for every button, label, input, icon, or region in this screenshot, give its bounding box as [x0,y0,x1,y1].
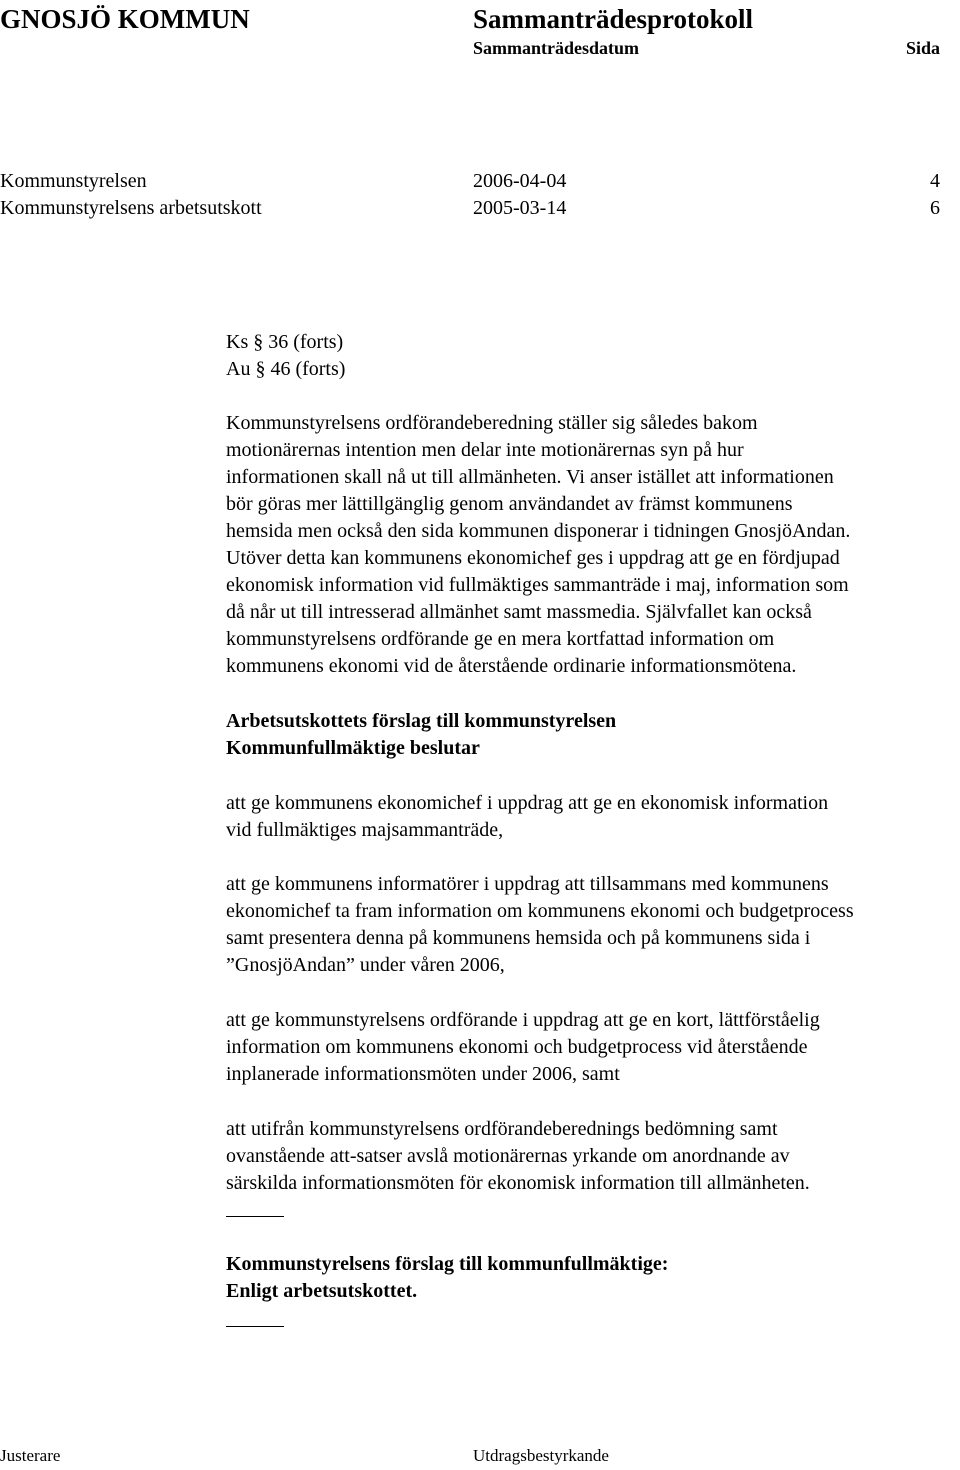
text-line: Kommunstyrelsens ordförandeberedning ställer sig således bakom [226,412,758,434]
text-line: ekonomichef ta fram information om kommunens ekonomi och budgetprocess [226,900,854,922]
text-line: samt presentera denna på kommunens hemsida och på kommunens sida i [226,927,811,949]
text-line: ”GnosjöAndan” under våren 2006, [226,954,505,976]
text-line: då når ut till intresserad allmänhet samt massmedia. Självfallet kan också [226,601,812,623]
intro-paragraph [226,410,956,680]
text-line: ekonomisk information vid fullmäktiges sammanträde i maj, information som [226,574,849,596]
ks-paragraph-ref: Ks § 36 (forts) [226,331,344,353]
text-line: Utöver detta kan kommunens ekonomichef ges i uppdrag att ge en fördjupad [226,547,840,569]
proposal-heading-block [226,708,956,762]
att-clause-4 [226,1116,956,1197]
meeting-page: 6 [930,197,940,219]
text-line: informationen skall nå ut till allmänheten. Vi anser istället att informationen [226,466,834,488]
meeting-date: 2005-03-14 [473,197,567,219]
ks-proposal-block [226,1251,956,1305]
footer-utdragsbestyrkande: Utdragsbestyrkande [473,1446,609,1465]
text-line: kommunstyrelsens ordförande ge en mera kortfattad information om [226,628,775,650]
meeting-body: Kommunstyrelsens arbetsutskott [0,197,262,219]
meeting-date-label: Sammanträdesdatum [473,38,640,58]
text-line: kommunens ekonomi vid de återstående ordinarie informationsmötena. [226,655,797,677]
att-clause-1 [226,790,956,844]
meeting-page: 4 [930,170,940,192]
au-paragraph-ref: Au § 46 (forts) [226,358,346,380]
text-line: ovanstående att-satser avslå motionärernas yrkande om anordnande av [226,1145,790,1167]
text-line: att ge kommunstyrelsens ordförande i uppdrag att ge en kort, lättförståelig [226,1009,820,1031]
text-line: att ge kommunens ekonomichef i uppdrag att ge en ekonomisk information [226,792,829,814]
att-clause-3 [226,1007,956,1088]
document-type: Sammanträdesprotokoll [473,4,754,34]
meeting-date: 2006-04-04 [473,170,567,192]
page-label: Sida [905,38,940,58]
meeting-body: Kommunstyrelsen [0,170,147,192]
section-divider [226,1326,284,1327]
att-clause-2 [226,871,956,979]
municipality-name: GNOSJÖ KOMMUN [0,4,250,34]
text-line: inplanerade informationsmöten under 2006, samt [226,1063,620,1085]
footer-justerare: Justerare [0,1446,61,1465]
text-line: bör göras mer lättillgänglig genom användandet av främst kommunens [226,493,793,515]
text-line: motionärernas intention men delar inte motionärernas syn på hur [226,439,744,461]
section-divider [226,1216,284,1217]
text-line: att ge kommunens informatörer i uppdrag att tillsammans med kommunens [226,873,829,895]
decision-heading: Kommunfullmäktige beslutar [226,737,480,759]
text-line: hemsida men också den sida kommunen disponerar i tidningen GnosjöAndan. [226,520,851,542]
text-line: information om kommunens ekonomi och budgetprocess vid återstående [226,1036,808,1058]
text-line: vid fullmäktiges majsammanträde, [226,819,504,841]
proposal-heading: Arbetsutskottets förslag till kommunstyrelsen [226,710,617,732]
ks-proposal-text: Enligt arbetsutskottet. [226,1280,418,1302]
paragraph-references [226,329,956,383]
text-line: särskilda informationsmöten för ekonomisk information till allmänheten. [226,1172,810,1194]
text-line: att utifrån kommunstyrelsens ordförandeberednings bedömning samt [226,1118,778,1140]
ks-proposal-heading: Kommunstyrelsens förslag till kommunfullmäktige: [226,1253,669,1275]
